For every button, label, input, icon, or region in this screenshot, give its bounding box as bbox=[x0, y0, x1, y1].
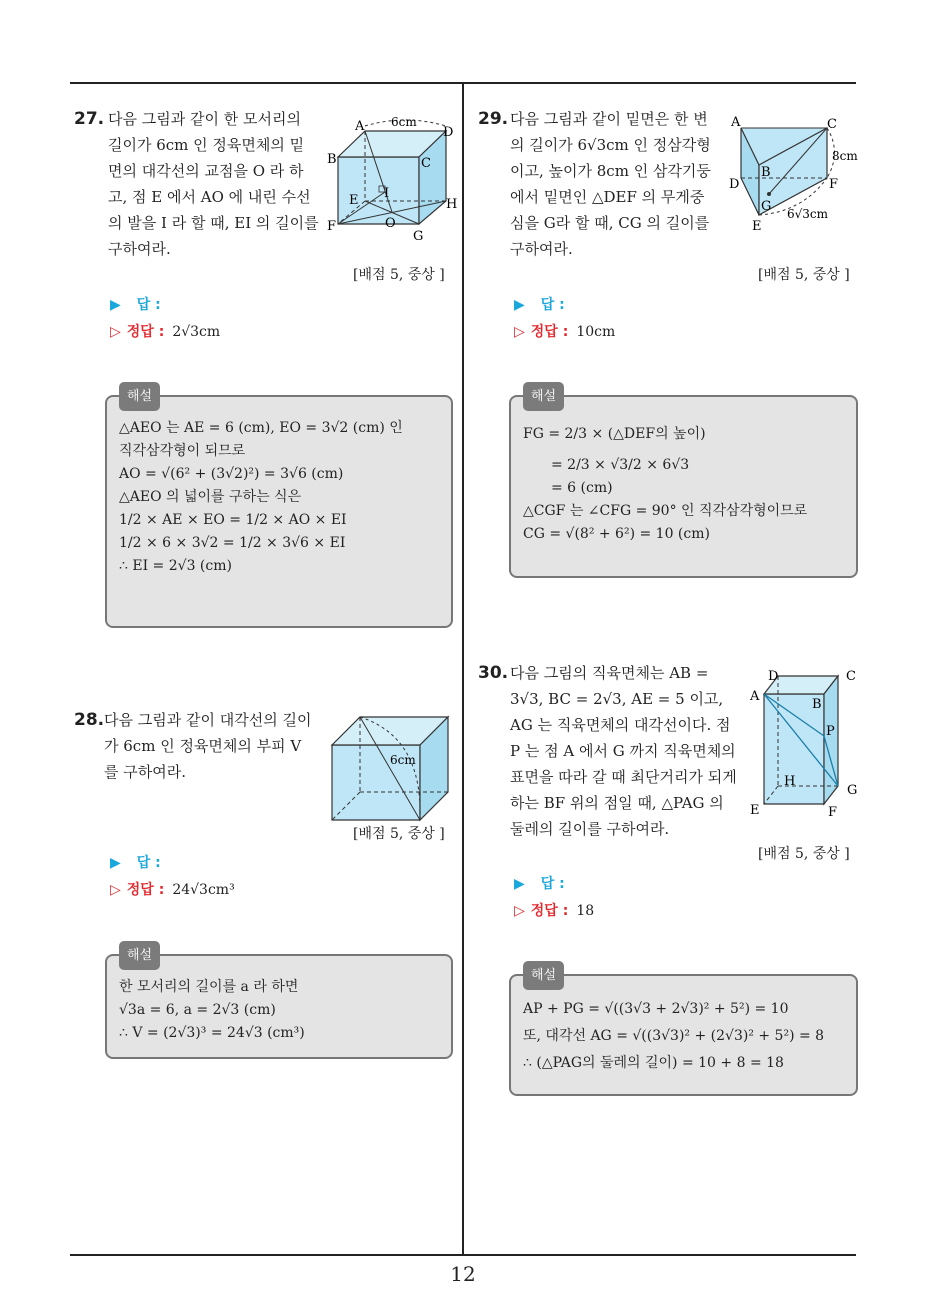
answer-label: 답 : bbox=[136, 297, 161, 313]
correct-answer-row: ▷ 정답 : 24√3cm³ bbox=[110, 882, 235, 898]
vertex-label: C bbox=[846, 669, 856, 684]
problem-text-line: 다음 그림의 직육면체는 AB = bbox=[510, 664, 709, 682]
vertex-label: F bbox=[828, 805, 838, 819]
vertex-label: D bbox=[768, 669, 779, 684]
length-label: 6cm bbox=[390, 753, 416, 767]
vertex-label: G bbox=[847, 783, 858, 798]
problem-text-line: 고, 점 E 에서 AO 에 내린 수선 bbox=[108, 188, 311, 206]
solution-line: ∴ EI = 2√3 (cm) bbox=[119, 558, 232, 574]
solution-line: 1/2 × AE × EO = 1/2 × AO × EI bbox=[119, 512, 347, 528]
problem-30 bbox=[478, 660, 738, 842]
correct-answer-row: ▷ 정답 : 18 bbox=[514, 903, 595, 919]
answer-label: 답 : bbox=[540, 876, 565, 892]
problem-number: 29. bbox=[478, 109, 509, 129]
solution-line: △CGF 는 ∠CFG = 90° 인 직각삼각형이므로 bbox=[523, 503, 808, 519]
vertex-label: E bbox=[752, 219, 762, 234]
solution-line: 1/2 × 6 × 3√2 = 1/2 × 3√6 × EI bbox=[119, 535, 346, 551]
problem-text-line: 에서 밑면인 △DEF 의 무게중 bbox=[510, 188, 705, 206]
problem-number: 30. bbox=[478, 663, 509, 683]
correct-label: 정답 : bbox=[126, 324, 165, 340]
problem-text-line: 가 6cm 인 정육면체의 부피 V bbox=[104, 737, 302, 755]
vertex-label: F bbox=[829, 177, 839, 192]
correct-value: 18 bbox=[576, 903, 595, 919]
problem-text-line: P 는 점 A 에서 G 까지 직육면체의 bbox=[510, 742, 736, 760]
vertex-label: O bbox=[385, 216, 396, 231]
length-label: 6cm bbox=[391, 115, 417, 129]
problem-text-line: 표면을 따라 갈 때 최단거리가 되게 bbox=[510, 768, 737, 786]
correct-answer-row: ▷ 정답 : 2√3cm bbox=[110, 324, 221, 340]
solution-line: = 2/3 × √3/2 × 6√3 bbox=[551, 457, 690, 473]
vertex-label: B bbox=[812, 697, 822, 712]
answer-row: ▶ 답 : bbox=[110, 297, 161, 313]
solution-line: 또, 대각선 AG = √((3√3)² + (2√3)² + 5²) = 8 bbox=[523, 1028, 825, 1044]
vertex-label: D bbox=[729, 177, 740, 192]
correct-value: 24√3cm³ bbox=[172, 882, 235, 898]
vertex-label: C bbox=[827, 117, 837, 132]
solution-line: 한 모서리의 길이를 a 라 하면 bbox=[119, 979, 299, 995]
problem-text-line: 의 발을 I 라 할 때, EI 의 길이를 bbox=[108, 214, 319, 232]
answer-row: ▶ 답 : bbox=[514, 876, 565, 892]
vertex-label: A bbox=[355, 119, 365, 134]
problem-text-line: 길이가 6cm 인 정육면체의 밑 bbox=[108, 136, 305, 154]
solution-line: CG = √(8² + 6²) = 10 (cm) bbox=[523, 526, 710, 542]
problem-text-line: 이고, 높이가 8cm 인 삼각기둥 bbox=[510, 162, 711, 180]
problem-text-line: 구하여라. bbox=[510, 240, 573, 258]
problem-text-line: 3√3, BC = 2√3, AE = 5 이고, bbox=[510, 690, 724, 708]
vertex-label: I bbox=[384, 186, 390, 201]
page-number: 12 bbox=[450, 1262, 476, 1286]
vertex-label: C bbox=[421, 156, 431, 171]
height-label: 8cm bbox=[832, 149, 858, 163]
solution-box-30 bbox=[509, 968, 858, 1096]
solution-box-29 bbox=[509, 389, 858, 578]
problem-text-line: 를 구하여라. bbox=[104, 763, 186, 781]
vertex-label: H bbox=[446, 197, 458, 212]
solution-line: AP + PG = √((3√3 + 2√3)² + 5²) = 10 bbox=[523, 1001, 789, 1017]
solution-line: ∴ V = (2√3)³ = 24√3 (cm³) bbox=[119, 1025, 305, 1041]
problem-text-line: 하는 BF 위의 점일 때, △PAG 의 bbox=[510, 794, 724, 812]
problem-number: 27. bbox=[74, 109, 105, 129]
cube-figure-28 bbox=[328, 712, 453, 824]
vertex-label: E bbox=[349, 193, 359, 208]
solution-tab: 해설 bbox=[523, 382, 564, 411]
column-divider bbox=[462, 83, 464, 1255]
problem-text-line: 심을 G라 할 때, CG 의 길이를 bbox=[510, 214, 710, 232]
solution-tab: 해설 bbox=[119, 382, 160, 411]
score-label: [배점 5, 중상 ] bbox=[758, 267, 850, 283]
answer-row: ▶ 답 : bbox=[514, 297, 565, 313]
problem-number: 28. bbox=[74, 710, 105, 730]
correct-value: 10cm bbox=[576, 324, 616, 340]
problem-29 bbox=[478, 106, 718, 262]
box-figure-30 bbox=[748, 664, 860, 819]
correct-answer-row: ▷ 정답 : 10cm bbox=[514, 324, 616, 340]
vertex-label: B bbox=[761, 165, 771, 180]
problem-text-line: 둘레의 길이를 구하여라. bbox=[510, 820, 670, 838]
side-label: 6√3cm bbox=[787, 207, 829, 221]
problem-text-line: 다음 그림과 같이 대각선의 길이 bbox=[104, 711, 312, 729]
problem-text-line: 다음 그림과 같이 한 모서리의 bbox=[108, 110, 301, 128]
score-label: [배점 5, 중상 ] bbox=[353, 826, 445, 842]
vertex-label: D bbox=[443, 125, 454, 140]
bottom-rule bbox=[70, 1254, 856, 1256]
problem-text-line: 의 길이가 6√3cm 인 정삼각형 bbox=[510, 136, 711, 154]
problem-text-line: 구하여라. bbox=[108, 240, 171, 258]
problem-text-line: 다음 그림과 같이 밑면은 한 변 bbox=[510, 110, 708, 128]
vertex-label: A bbox=[750, 689, 760, 704]
prism-figure-29 bbox=[727, 112, 862, 237]
vertex-label: P bbox=[826, 724, 835, 739]
solution-line: △AEO 의 넓이를 구하는 식은 bbox=[119, 489, 302, 505]
correct-label: 정답 : bbox=[530, 903, 569, 919]
problem-27 bbox=[74, 106, 319, 262]
vertex-label: F bbox=[327, 219, 337, 234]
problem-28 bbox=[74, 707, 319, 785]
answer-label: 답 : bbox=[136, 855, 161, 871]
vertex-label: A bbox=[731, 115, 741, 130]
correct-value: 2√3cm bbox=[172, 324, 221, 340]
answer-row: ▶ 답 : bbox=[110, 855, 161, 871]
solution-tab: 해설 bbox=[119, 941, 160, 970]
solution-line: ∴ (△PAG의 둘레의 길이) = 10 + 8 = 18 bbox=[523, 1055, 784, 1071]
solution-tab: 해설 bbox=[523, 961, 564, 990]
solution-line: 직각삼각형이 되므로 bbox=[119, 443, 246, 459]
solution-line: √3a = 6, a = 2√3 (cm) bbox=[119, 1002, 276, 1018]
cube-figure-27 bbox=[325, 112, 460, 242]
answer-label: 답 : bbox=[540, 297, 565, 313]
correct-label: 정답 : bbox=[126, 882, 165, 898]
solution-line: = 6 (cm) bbox=[551, 480, 613, 496]
vertex-label: H bbox=[784, 774, 796, 789]
solution-box-28 bbox=[105, 948, 453, 1059]
solution-box-27 bbox=[105, 389, 453, 628]
solution-line: AO = √(6² + (3√2)²) = 3√6 (cm) bbox=[119, 466, 344, 482]
solution-line: FG = 2/3 × (△DEF의 높이) bbox=[523, 426, 706, 442]
correct-label: 정답 : bbox=[530, 324, 569, 340]
solution-line: △AEO 는 AE = 6 (cm), EO = 3√2 (cm) 인 bbox=[119, 420, 403, 436]
vertex-label: G bbox=[413, 229, 424, 242]
score-label: [배점 5, 중상 ] bbox=[758, 846, 850, 862]
vertex-label: B bbox=[327, 152, 337, 167]
vertex-label: E bbox=[750, 803, 760, 818]
vertex-label: G bbox=[761, 199, 772, 214]
problem-text-line: AG 는 직육면체의 대각선이다. 점 bbox=[510, 716, 731, 734]
score-label: [배점 5, 중상 ] bbox=[353, 267, 445, 283]
problem-text-line: 면의 대각선의 교점을 O 라 하 bbox=[108, 162, 304, 180]
